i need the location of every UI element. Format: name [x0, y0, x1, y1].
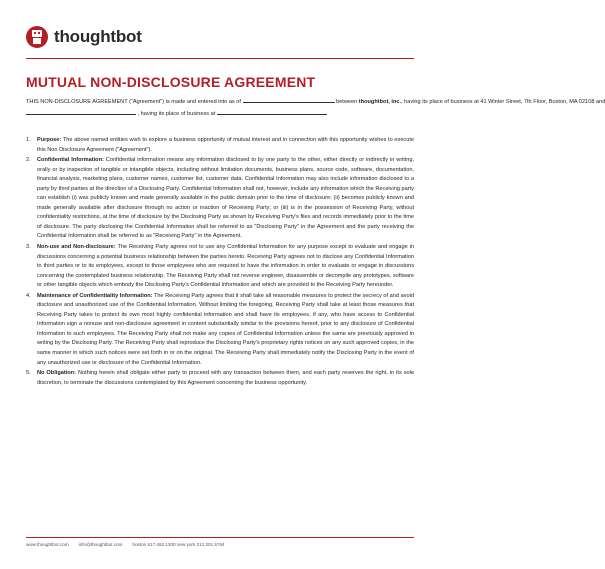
intro-mid-text: , having its place of business at	[137, 110, 216, 117]
clause-term: Purpose:	[37, 137, 62, 143]
clause-text: The above named entities wish to explore a business opportunity of mutual interest and in connection with this opportunity wishes to execute this Non Disclosure Agreement ("Agreement").	[37, 137, 414, 153]
clause-item	[26, 136, 414, 155]
clause-term: Maintenance of Confidentiality Information:	[37, 292, 153, 299]
party-blank	[26, 108, 136, 115]
intro-address-text: , having its place of business at 41 Winter Street, 7th Floor, Boston, MA 02108 and	[401, 99, 605, 105]
brand-header	[26, 26, 142, 48]
document-title: MUTUAL NON-DISCLOSURE AGREEMENT	[26, 74, 316, 90]
footer-email: info@thoughtbot.com	[78, 542, 123, 547]
footer-website: www.thoughtbot.com	[26, 542, 69, 547]
intro-line-1	[26, 96, 605, 108]
clause-number: 2.	[26, 157, 31, 164]
intro-paragraph	[26, 96, 605, 119]
clause-text: The Receiving Party agrees not to use any Confidential Information for any purpose except to evaluate and engage in discussions concerning a potential business relationship between the parties hereto. Receiving Party agrees not to disclose any Confidential Information to third parties or to its employees, except to those employees who are required to have the information in order to evaluate or engage in discussions concerning the contemplated business relationship. The Receiving Party shall not reverse engineer, disassemble or decompile any prototypes, software or other tangible objects which embody the Disclosing Party's Confidential Information and which are provided to the Receiving Party hereunder.	[37, 244, 414, 289]
clause-number: 3.	[26, 244, 31, 251]
header-divider	[26, 58, 414, 59]
robot-logo-icon	[26, 26, 48, 48]
clause-item	[26, 156, 414, 242]
clause-term: Confidential Information:	[37, 157, 104, 164]
intro-between-text: between	[336, 99, 358, 105]
clause-item	[26, 292, 414, 368]
clause-number: 1.	[26, 137, 31, 143]
clause-item	[26, 369, 414, 388]
clause-item	[26, 243, 414, 291]
footer-divider	[26, 537, 414, 538]
clause-text: Confidential information means any information disclosed to by one party to the other, either directly or indirectly in writing, orally or by inspection of tangible or intangible objects, including without limitation documents, business plans, source code, software, documentation, financial analysis, marketing plans, customer names, customer list, customer data. Confidential Information may also include information disclosed to a party by third parties at the direction of a Disclosing Party. Confidential Information shall not, however, include any information which the Receiving party can establish (i) was publicly known and made generally available in the public domain prior to the time of disclosure; (ii) becomes publicly known and made generally available after disclosure through no action or inaction of Receiving Party; or (iii) is in the possession of Receiving Party, without confidentiality restrictions, at the time of disclosure by the Disclosing Party as shown by Receiving Party's files and records immediately prior to the time of disclosure. The party disclosing the Confidential Information shall be referred to as "Disclosing Party" in the Agreement and the party receiving the Confidential Information shall be referred to as "Receiving Party" in the Agreement.	[37, 157, 414, 240]
address-blank	[217, 108, 327, 115]
brand-name: thoughtbot	[54, 27, 142, 46]
clause-number: 4.	[26, 292, 31, 299]
clause-term: Non-use and Non-disclosure:	[37, 244, 116, 251]
footer-phones: boston 617.482.1300 new york 212.201.5764	[132, 542, 225, 547]
clause-text: Nothing herein shall obligate either party to proceed with any transaction between them, and each party reserves the right, in its sole discretion, to terminate the discussions contemplated by this Agreement concerning the business opportunity.	[37, 370, 415, 386]
clause-list	[26, 136, 414, 389]
footer	[26, 542, 414, 547]
clause-term: No Obligation:	[37, 370, 76, 377]
party-name: thoughtbot, inc.	[358, 99, 402, 105]
intro-line-2	[26, 108, 414, 120]
clause-text: The Receiving Party agrees that it shall take all reasonable measures to protect the secrecy of and avoid disclosure and unauthorized use of the Confidential Information. Without limiting the foregoing, Receiving Party shall take at least those measures that Receiving Party takes to protect its own most highly confidential information and shall have its employees, if any, who have access to Confidential Information sign a nonuse and non-disclosure agreement in content substantially similar to the provisions hereof, prior to any disclosure of Confidential Information to such employees. The Receiving Party shall not make any copies of Confidential Information unless the same are previously approved in writing by the Disclosing Party. The Receiving Party shall reproduce the Disclosing Party's proprietary rights notices on any such approved copies, in the same manner in which such notices were set forth in or on the original. The Receiving Party shall immediately notify the Disclosing Party in the event of any unauthorized use or disclosure of the Confidential Information.	[37, 292, 415, 366]
date-blank	[243, 96, 335, 103]
clause-number: 5.	[26, 370, 31, 377]
intro-start-text: THIS NON-DISCLOSURE AGREEMENT ("Agreement") is made and entered into as of	[26, 99, 241, 105]
